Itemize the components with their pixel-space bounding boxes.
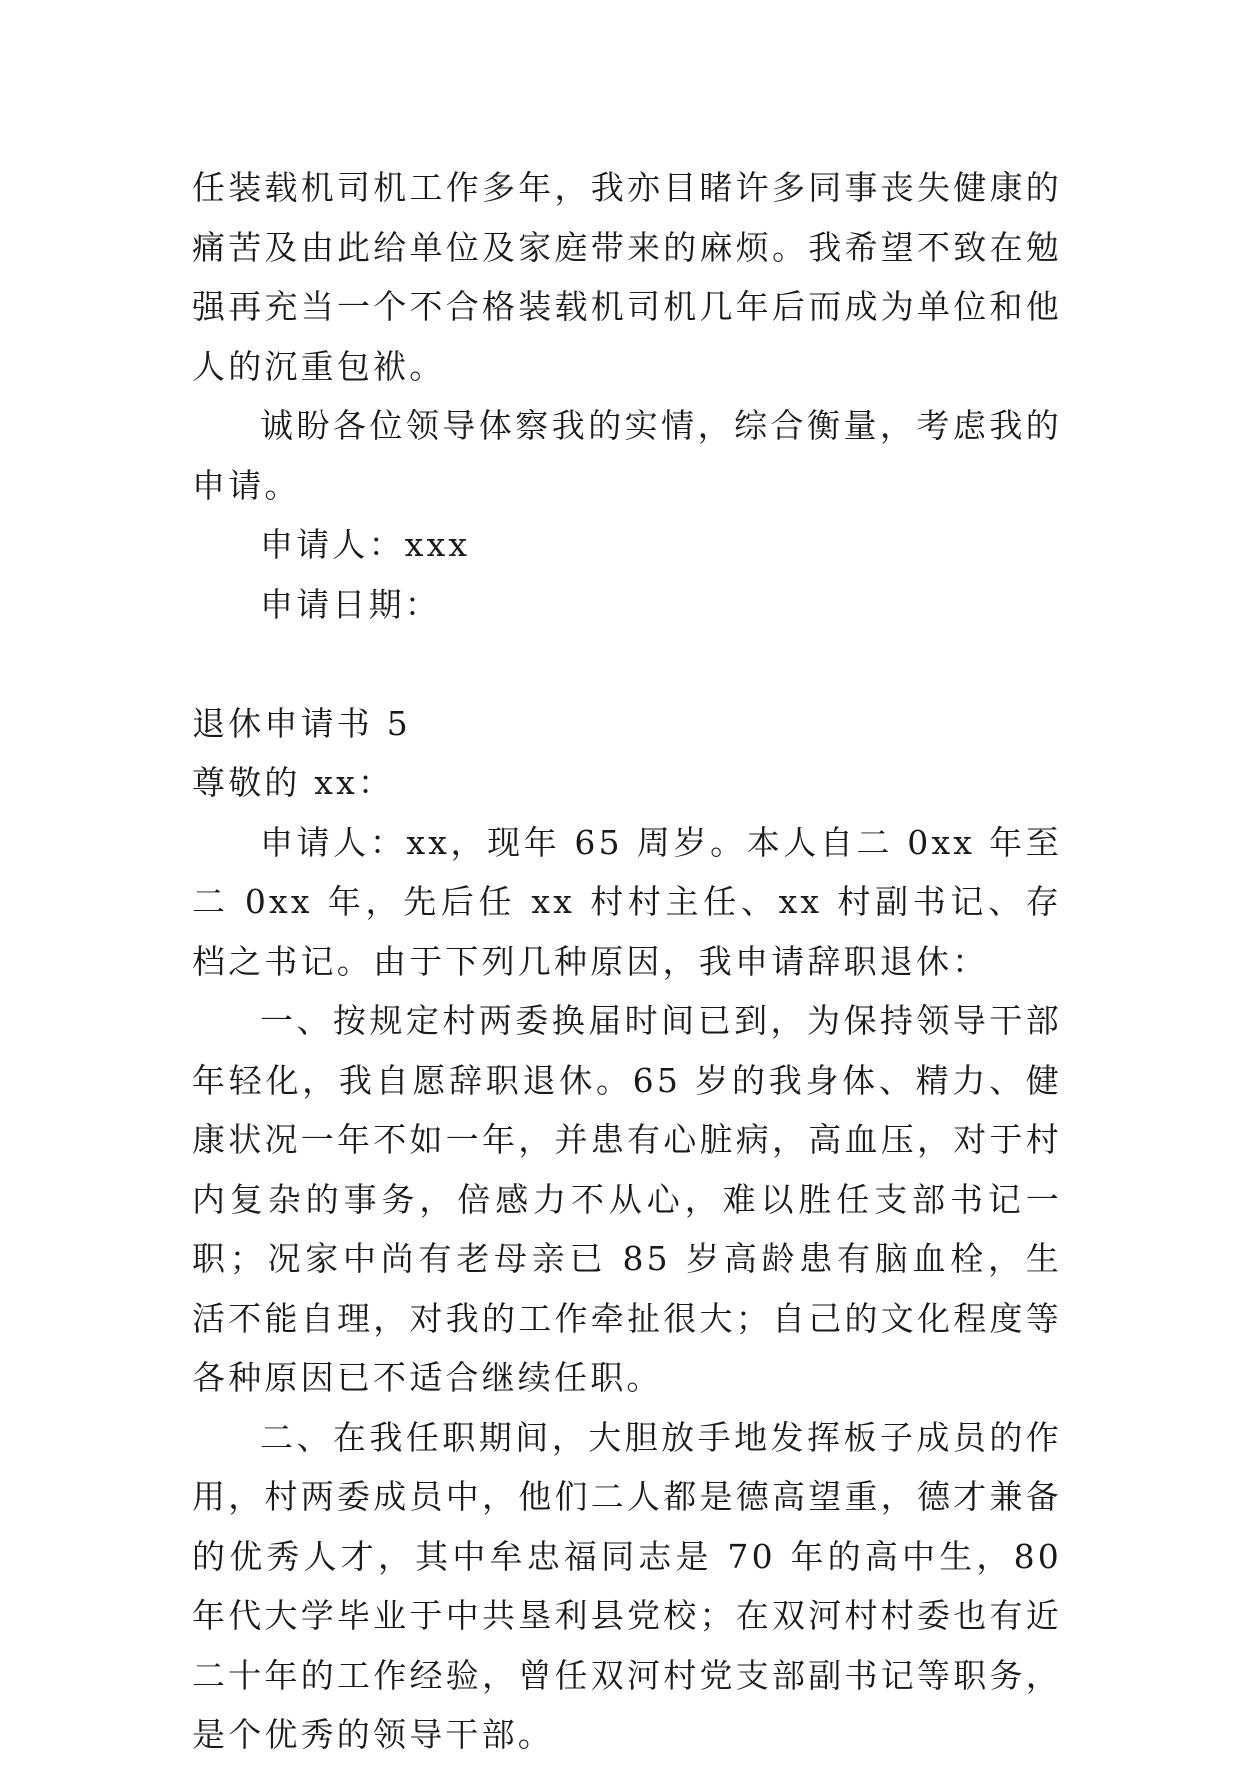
salutation: 尊敬的 xx： bbox=[192, 763, 395, 802]
body-paragraph-intro: 申请人：xx，现年 65 周岁。本人自二 0xx 年至二 0xx 年，先后任 xx 村村主任、xx 村副书记、存档之书记。由于下列几种原因，我申请辞职退休： bbox=[192, 822, 1062, 981]
continuation-paragraph: 任装载机司机工作多年，我亦目睹许多同事丧失健康的痛苦及由此给单位及家庭带来的麻烦。我希望不致在勉强再充当一个不合格装载机司机几年后而成为单位和他人的沉重包袱。 bbox=[192, 168, 1062, 386]
section-title: 退休申请书 5 bbox=[192, 703, 411, 743]
body-paragraph-reason-one: 一、按规定村两委换届时间已到，为保持领导干部年轻化，我自愿辞职退休。65 岁的我身体、精力、健康状况一年不如一年，并患有心脏病，高血压，对于村内复杂的事务，倍感力不从心，难以胜任支部书记一职；况家中尚有老母亲已 85 岁高龄患有脑血栓，生活不能自理，对我的工作牵扯很大；自己的文化程度等各种原因已不适合继续任职。 bbox=[192, 1001, 1062, 1397]
document-body bbox=[192, 158, 1062, 1765]
date-line: 申请日期： bbox=[260, 584, 441, 624]
closing-paragraph: 诚盼各位领导体察我的实情，综合衡量，考虑我的申请。 bbox=[192, 406, 1062, 505]
applicant-line: 申请人：xxx bbox=[260, 525, 471, 564]
body-paragraph-reason-two: 二、在我任职期间，大胆放手地发挥板子成员的作用，村两委成员中，他们二人都是德高望重，德才兼备的优秀人才，其中牟忠福同志是 70 年的高中生，80 年代大学毕业于中共垦利县党校；在双河村村委也有近二十年的工作经验，曾任双河村党支部副书记等职务，是个优秀的领导干部。 bbox=[192, 1417, 1062, 1754]
